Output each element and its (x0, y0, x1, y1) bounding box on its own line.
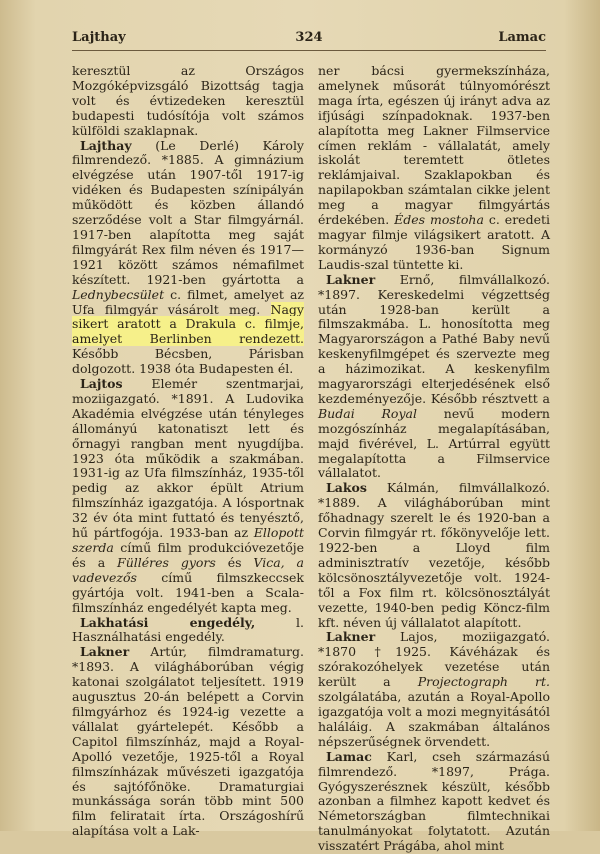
entry-text: Karl, cseh származású filmrendező. *1897, Prága. Gyógyszerésznek készült, később azonban a filmhez kapott kedvet és Németországban filmtechnikai tanulmányokat folytatott. Azután visszatért Prágába, ahol mint (318, 748, 550, 854)
entry-lajthay (72, 139, 304, 378)
entry-text: című film produkcióvezetője és a (72, 540, 304, 570)
entry-lakner-lajos (318, 630, 550, 749)
right-column (318, 64, 550, 854)
film-title: Ellopott szerda (72, 525, 304, 555)
entry-text: l. Használhatási engedély. (72, 614, 304, 645)
entry-text: és (215, 554, 254, 570)
entry-headword: Lakhatási engedély, (80, 614, 256, 630)
header-right-keyword: Lamac (498, 30, 546, 45)
entry-text: c. filmet, amelyet az Ufa filmgyár vásárolt meg. (72, 286, 304, 317)
entry-headword: Lajtos (80, 376, 123, 392)
entry-text: c. eredeti magyar filmje világsikert aratott. A kormányzó 1936-ban Signum Laudis-szal tüntette ki. (318, 212, 550, 272)
film-title: Lednybecsület (72, 286, 165, 302)
entry-lakner-artur (72, 645, 304, 839)
film-title: Fülléres gyors (117, 554, 216, 570)
entry-lakner-erno (318, 273, 550, 482)
entry-headword: Lakner (326, 271, 376, 287)
entry-headword: Lamac (326, 748, 372, 764)
entry-continuation (72, 64, 304, 139)
entry-text: keresztül az Országos Mozgóképvizsgáló Bizottság tagja volt és évtizedeken keresztül budapesti tudósítója volt számos külföldi szaklapnak. (72, 63, 304, 138)
entry-lajtos (72, 377, 304, 616)
entry-text: Ernő, filmvállalkozó. *1897. Kereskedelmi végzettség után 1928-ban került a filmszakmába. L. honosította meg Magyarországon a Pathé Baby nevű keskenyfilmgépet és szervezte meg a házimozikat. A keskenyfilm magyarországi elterjedésének első kezdeményezője. Később résztvett a (318, 271, 550, 406)
entry-headword: Lakos (326, 480, 367, 496)
header-left-keyword: Lajthay (72, 30, 126, 45)
entry-text: Később Bécsben, Párisban dolgozott. 1938 óta Budapesten él. (72, 346, 304, 377)
entry-lamac (318, 750, 550, 854)
running-header (72, 28, 546, 51)
entry-text: Kálmán, filmvállalkozó. *1889. A világháborúban mint főhadnagy szerelt le és 1920-ban a Corvin filmgyár rt. főkönyvelője lett. 1922-ben a Lloyd film adminisztratív vezetője, később kölcsönosztályvezetője volt. 1924-től a Fox film rt. kölcsönosztályát vezette, 1940-ben pedig Köncz-film kft. néven új vállalatot alapított. (318, 480, 550, 630)
entry-text: ner bácsi gyermekszínháza, amelynek műsorát túlnyomórészt maga írta, egészen új irányt adva az ifjúsági színpadoknak. 1937-ben alapította meg Lakner Filmservice címen reklám - vállalatát, amely iskolát teremtett ötletes reklámjaival. Szaklapokban és napilapokban számtalan cikke jelent meg a magyar filmgyártás érdekében. (318, 63, 550, 228)
entry-text: (Le Derlé) Károly filmrendező. *1885. A gimnázium elvégzése után 1907-től 1917-ig vidéken és Budapesten színipályán működött és közben állandó szerződése volt a Star filmgyárnál. 1917-ben alapította meg saját filmgyárát Rex film néven és 1917—1921 között számos némafilmet készített. 1921-ben gyártotta a (72, 137, 304, 287)
highlighted-sentence: Nagy sikert aratott a Drakula c. filmje, amelyet Berlinben rendezett. (72, 301, 304, 347)
entry-text: szolgálatába, azután a Royal-Apollo igazgatója volt a mozi megnyitásától haláláig. A szakmában általános népszerűségnek örvendett. (318, 689, 550, 749)
entry-text: nevű modern mozgószínház megalapításában, majd fivérével, L. Artúrral együtt megalapította a Filmservice vállalatot. (318, 405, 550, 481)
entry-text: Artúr, filmdramaturg. *1893. A világháborúban végig katonai szolgálatot teljesített. 1919 augusztus 20-án belépett a Corvin filmgyárhoz és 1924-ig vezette a vállalat gyártelepét. Később a Capitol filmszínház, majd a Royal-Apolló vezetője, 1925-től a Royal filmszínházak művészeti igazgatója és sajtófőnöke. Dramaturgiai munkássága során több mint 500 film feliratait írta. Országoshírű alapítása volt a Lak- (72, 644, 304, 839)
entry-headword: Lakner (326, 629, 376, 645)
entry-headword: Lajthay (80, 137, 132, 153)
entry-text: Lajos, moziigazgató. *1870 †1925. Kávéházak és szórakozóhelyek vezetése után került a (318, 629, 550, 690)
entry-text: Elemér szentmarjai, moziigazgató. *1891. A Ludovika Akadémia elvégzése után tényleges állományú katonatiszt lett és őrnagyi rangban ment nyugdíjba. 1923 óta működik a szakmában. 1931-ig az Ufa filmszínház, 1935-től pedig az akkor épült Atrium filmszínház igazgatója. A lósportnak 32 év óta mint futtató és tenyésztő, hű pártfogója. 1933-ban az (72, 376, 304, 541)
entry-lakos (318, 481, 550, 630)
entry-continuation (318, 64, 550, 273)
left-column (72, 64, 304, 839)
entry-lakhatasi (72, 616, 304, 646)
page-number: 324 (295, 30, 323, 45)
cinema-name: Budai Royal (318, 405, 417, 421)
company-name: Projectograph rt. (417, 674, 550, 690)
entry-text: című filmszkeccsek gyártója volt. 1941-ben a Scala-filmszínház engedélyét kapta meg. (72, 569, 304, 615)
film-title: Édes mostoha (394, 212, 484, 228)
entry-headword: Lakner (80, 644, 130, 660)
film-title: Vica, a vadevezős (72, 554, 304, 585)
